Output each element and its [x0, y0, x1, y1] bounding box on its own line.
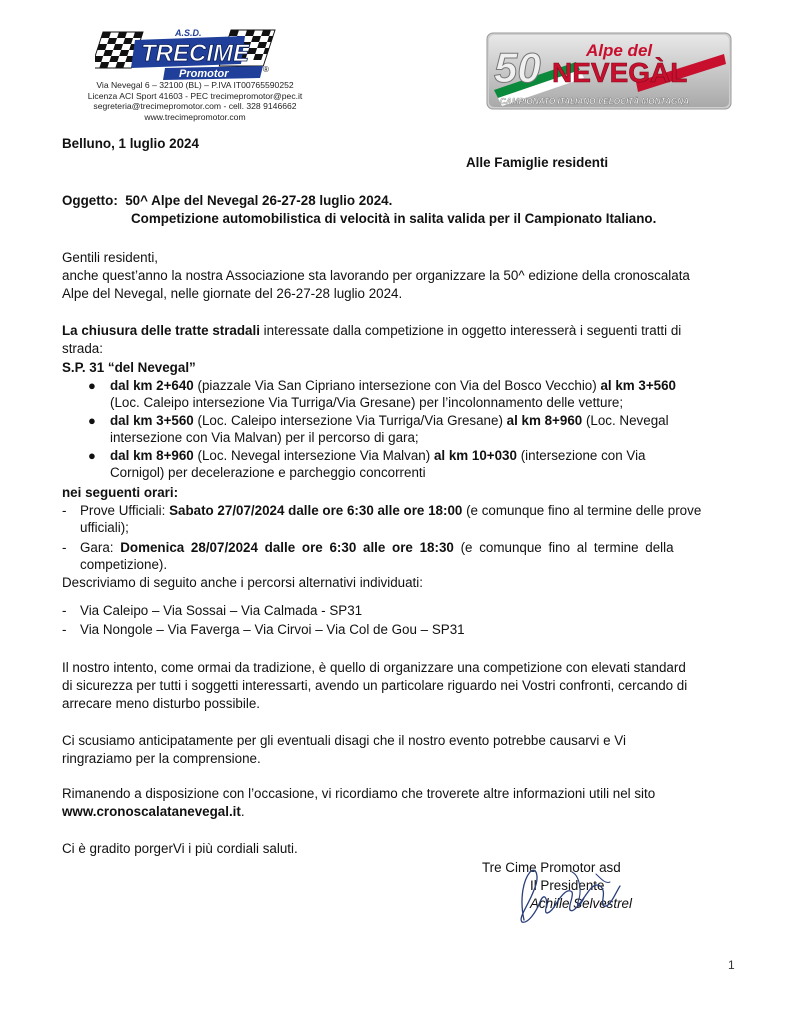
- organization-address-block: [75, 80, 315, 122]
- dash-marker: -: [62, 603, 67, 618]
- bullet-item-line2: intersezione con Via Malvan) per il percorso di gara;: [110, 430, 419, 445]
- intent-line: arrecare meno disturbo possibile.: [62, 696, 260, 711]
- apology-line: Ci scusiamo anticipatamente per gli eventuali disagi che il nostro evento potrebbe causarvi e Vi: [62, 733, 626, 748]
- schedule-time: Sabato 27/07/2024 dalle ore 6:30 alle ore 18:00: [169, 503, 463, 518]
- intro-line: anche quest’anno la nostra Associazione sta lavorando per organizzare la 50^ edizione della cronoscalata: [62, 268, 690, 283]
- schedule-time: Domenica 28/07/2024 dalle ore 6:30 alle ore 18:30: [120, 540, 454, 555]
- bullet-to: al km 10+030: [433, 448, 517, 463]
- bullet-from: dal km 3+560: [110, 413, 194, 428]
- road-name: S.P. 31 “del Nevegal”: [62, 360, 196, 375]
- apology-line: ringraziamo per la comprensione.: [62, 751, 261, 766]
- logo-registered-mark: ®: [263, 65, 269, 74]
- intro-line: Alpe del Nevegal, nelle giornate del 26-27-28 luglio 2024.: [62, 286, 403, 301]
- bullet-item-line2: Cornigol) per decelerazione e parcheggio concorrenti: [110, 465, 426, 480]
- schedule-item: [80, 540, 674, 556]
- signature-organization: Tre Cime Promotor asd: [482, 860, 621, 875]
- closure-rest: interessate dalla competizione in oggetto interesserà i seguenti tratti di: [259, 323, 682, 338]
- schedule-item: [80, 503, 701, 519]
- logo-campionato-text: CAMPIONATO ITALIANO VELOCITÀ MONTAGNA: [500, 97, 690, 106]
- intent-line: di sicurezza per tutti i soggetti interessarti, avendo un particolare riguardo nei Vostri confronti, cercando di: [62, 678, 688, 693]
- subject-title: 50^ Alpe del Nevegal 26-27-28 luglio 2024.: [125, 193, 393, 208]
- intent-line: Il nostro intento, come ormai da tradizione, è quello di organizzare una competizione con elevati standard: [62, 660, 686, 675]
- bullet-from: dal km 2+640: [110, 378, 194, 393]
- handwritten-signature: [510, 862, 630, 928]
- subject-line-2: Competizione automobilistica di velocità in salita valida per il Campionato Italiano.: [131, 211, 657, 226]
- dash-marker: -: [62, 503, 67, 518]
- dash-marker: -: [62, 540, 67, 555]
- letter-date: Belluno, 1 luglio 2024: [62, 136, 199, 151]
- alt-route: Via Caleipo – Via Sossai – Via Calmada - SP31: [80, 603, 363, 618]
- page-number: 1: [728, 958, 735, 972]
- subject-label: Oggetto:: [62, 193, 118, 208]
- alt-routes-intro: Descriviamo di seguito anche i percorsi alternativi individuati:: [62, 575, 423, 590]
- logo-nevegal-text: NEVEGÀL: [552, 57, 688, 88]
- address-line: Via Nevegal 6 – 32100 (BL) – P.IVA IT00765590252: [96, 80, 294, 90]
- logo-asd-text: A.S.D.: [175, 28, 202, 38]
- schedule-label: Prove Ufficiali:: [80, 503, 170, 518]
- schedule-label: Gara:: [80, 540, 121, 555]
- bullet-desc-tail: (Loc. Nevegal: [582, 413, 669, 428]
- website-period: .: [240, 804, 245, 819]
- info-line: Rimanendo a disposizione con l’occasione, vi ricordiamo che troverete altre informazioni utili nel sito: [62, 786, 656, 801]
- bullet-to: al km 8+960: [506, 413, 583, 428]
- website-link[interactable]: www.cronoscalatanevegal.it: [62, 804, 241, 819]
- schedule-item-line2: competizione).: [80, 557, 168, 572]
- address-line: www.trecimepromotor.com: [144, 111, 246, 122]
- logo-promotor-text: Promotor: [179, 68, 229, 80]
- closure-line-1: [62, 323, 681, 339]
- bullet-from: dal km 8+960: [110, 448, 194, 463]
- bullet-desc: (Loc. Nevegal intersezione Via Malvan): [193, 448, 434, 463]
- bullet-icon: ●: [88, 448, 96, 463]
- bullet-item-line2: (Loc. Caleipo intersezione Via Turriga/Via Gresane) per l’incolonnamento delle vetture;: [110, 395, 624, 410]
- logo-fifty-text: 50: [494, 44, 541, 91]
- signature-name: Achille Selvestrel: [530, 896, 632, 911]
- bullet-desc: (piazzale Via San Cipriano intersezione con Via del Bosco Vecchio): [193, 378, 601, 393]
- schedule-note: (e comunque fino al termine delle prove: [462, 503, 702, 518]
- bullet-item: [110, 413, 669, 429]
- subject-line-1: [62, 193, 392, 209]
- closure-bold: La chiusura delle tratte stradali: [62, 323, 260, 338]
- bullet-desc-tail: (intersezione con Via: [516, 448, 646, 463]
- bullet-to: al km 3+560: [600, 378, 677, 393]
- logo-alpe-del-text: Alpe del: [586, 41, 653, 60]
- schedule-note: (e comunque fino al termine della: [453, 540, 674, 555]
- greeting: Gentili residenti,: [62, 250, 159, 265]
- signature-role: Il Presidente: [530, 878, 605, 893]
- nevegal-logo: [486, 32, 732, 110]
- alt-route: Via Nongole – Via Faverga – Via Cirvoi – Via Col de Gou – SP31: [80, 622, 465, 637]
- schedule-item-line2: ufficiali);: [80, 520, 129, 535]
- bullet-icon: ●: [88, 378, 96, 393]
- address-line: segreteria@trecimepromotor.com - cell. 328 9146662: [93, 101, 297, 112]
- dash-marker: -: [62, 622, 67, 637]
- bullet-item: [110, 378, 676, 394]
- bullet-icon: ●: [88, 413, 96, 428]
- closure-line-2: strada:: [62, 341, 103, 356]
- trecime-logo-graphic: [95, 26, 285, 80]
- logo-trecime-text: TRECIME: [141, 40, 249, 67]
- nevegal-logo-graphic: [486, 32, 732, 110]
- bullet-desc: (Loc. Caleipo intersezione Via Turriga/Via Gresane): [193, 413, 507, 428]
- hours-heading: nei seguenti orari:: [62, 485, 179, 500]
- closing-salutation: Ci è gradito porgerVi i più cordiali saluti.: [62, 841, 298, 856]
- trecime-logo: [95, 26, 285, 80]
- address-line: Licenza ACI Sport 41603 - PEC trecimepromotor@pec.it: [87, 90, 303, 101]
- bullet-item: [110, 448, 646, 464]
- letter-recipient: Alle Famiglie residenti: [466, 155, 609, 170]
